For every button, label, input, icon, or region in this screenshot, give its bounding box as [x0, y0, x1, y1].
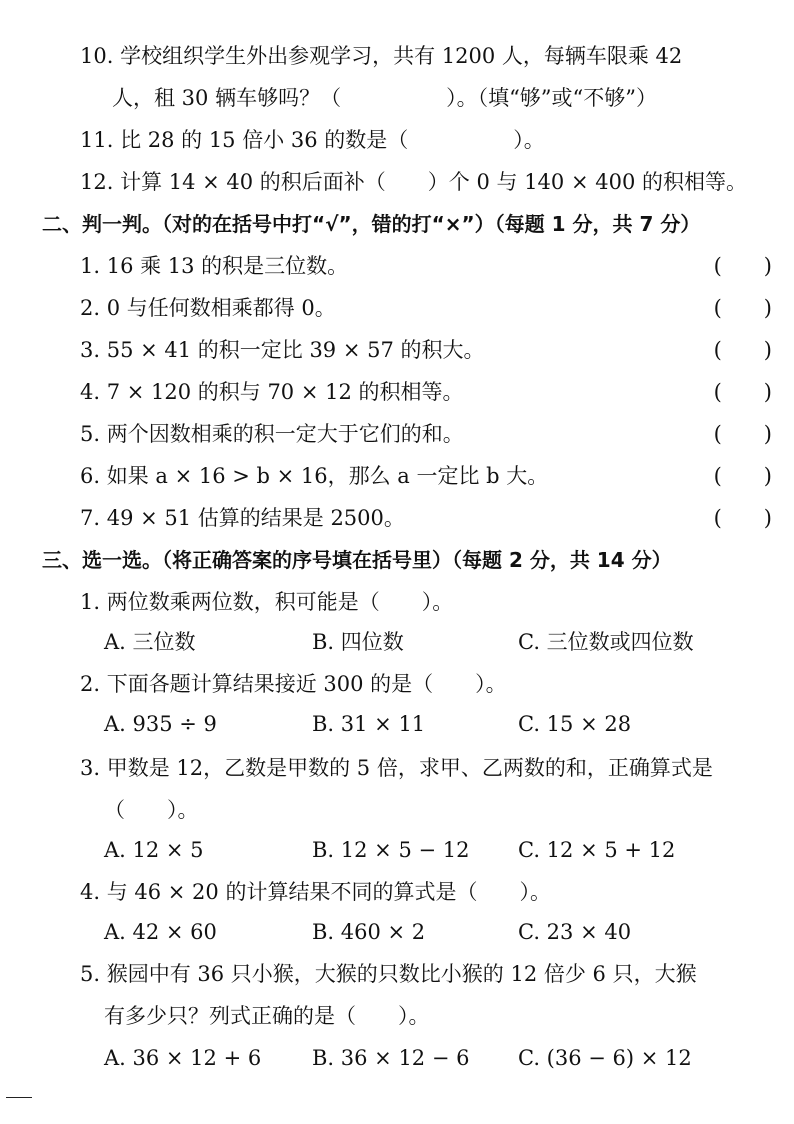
choice-1-option-c: C. 三位数或四位数: [518, 630, 694, 654]
choice-5-option-c: C. (36 − 6) × 12: [518, 1046, 692, 1070]
choice-question-3-line-2: （ ）。: [104, 798, 199, 822]
footer-rule: [6, 1097, 32, 1098]
choice-1-option-a: A. 三位数: [104, 630, 196, 654]
choice-question-4: 4. 与 46 × 20 的计算结果不同的算式是（ ）。: [80, 880, 551, 904]
judge-item-2: 2. 0 与任何数相乘都得 0。: [80, 296, 336, 320]
judge-item-4: 4. 7 × 120 的积与 70 × 12 的积相等。: [80, 380, 464, 404]
choice-question-5-line-2: 有多少只？列式正确的是（ ）。: [104, 1004, 430, 1028]
judge-answer-blank-7[interactable]: ( ): [713, 506, 772, 530]
question-12: 12. 计算 14 × 40 的积后面补（ ）个 0 与 140 × 400 的积相等。: [80, 170, 747, 194]
section-2-header: 二、判一判。（对的在括号中打“√”，错的打“×”）（每题 1 分，共 7 分）: [42, 212, 701, 236]
judge-item-5: 5. 两个因数相乘的积一定大于它们的和。: [80, 422, 464, 446]
choice-5-option-b: B. 36 × 12 − 6: [312, 1046, 470, 1070]
choice-question-5-line-1: 5. 猴园中有 36 只小猴，大猴的只数比小猴的 12 倍少 6 只，大猴: [80, 962, 697, 986]
choice-4-option-c: C. 23 × 40: [518, 920, 632, 944]
choice-4-option-b: B. 460 × 2: [312, 920, 426, 944]
judge-answer-blank-5[interactable]: ( ): [713, 422, 772, 446]
section-3-header: 三、选一选。（将正确答案的序号填在括号里）（每题 2 分，共 14 分）: [42, 548, 672, 572]
judge-item-7: 7. 49 × 51 估算的结果是 2500。: [80, 506, 405, 530]
judge-answer-blank-4[interactable]: ( ): [713, 380, 772, 404]
choice-3-option-a: A. 12 × 5: [104, 838, 204, 862]
choice-question-3-line-1: 3. 甲数是 12，乙数是甲数的 5 倍，求甲、乙两数的和，正确算式是: [80, 756, 713, 780]
judge-item-1: 1. 16 乘 13 的积是三位数。: [80, 254, 349, 278]
choice-question-2: 2. 下面各题计算结果接近 300 的是（ ）。: [80, 672, 507, 696]
choice-3-option-c: C. 12 × 5 + 12: [518, 838, 676, 862]
judge-answer-blank-3[interactable]: ( ): [713, 338, 772, 362]
choice-question-1: 1. 两位数乘两位数，积可能是（ ）。: [80, 590, 454, 614]
question-10-line-2: 人，租 30 辆车够吗？（ ）。（填“够”或“不够”）: [112, 86, 658, 110]
choice-1-option-b: B. 四位数: [312, 630, 404, 654]
choice-2-option-a: A. 935 ÷ 9: [104, 712, 217, 736]
judge-answer-blank-1[interactable]: ( ): [713, 254, 772, 278]
judge-answer-blank-2[interactable]: ( ): [713, 296, 772, 320]
choice-4-option-a: A. 42 × 60: [104, 920, 217, 944]
choice-5-option-a: A. 36 × 12 + 6: [104, 1046, 262, 1070]
question-10-line-1: 10. 学校组织学生外出参观学习，共有 1200 人，每辆车限乘 42: [80, 44, 683, 68]
judge-item-6: 6. 如果 a × 16 > b × 16，那么 a 一定比 b 大。: [80, 464, 549, 488]
judge-item-3: 3. 55 × 41 的积一定比 39 × 57 的积大。: [80, 338, 485, 362]
choice-2-option-b: B. 31 × 11: [312, 712, 426, 736]
choice-2-option-c: C. 15 × 28: [518, 712, 632, 736]
choice-3-option-b: B. 12 × 5 − 12: [312, 838, 470, 862]
judge-answer-blank-6[interactable]: ( ): [713, 464, 772, 488]
question-11: 11. 比 28 的 15 倍小 36 的数是（ ）。: [80, 128, 545, 152]
